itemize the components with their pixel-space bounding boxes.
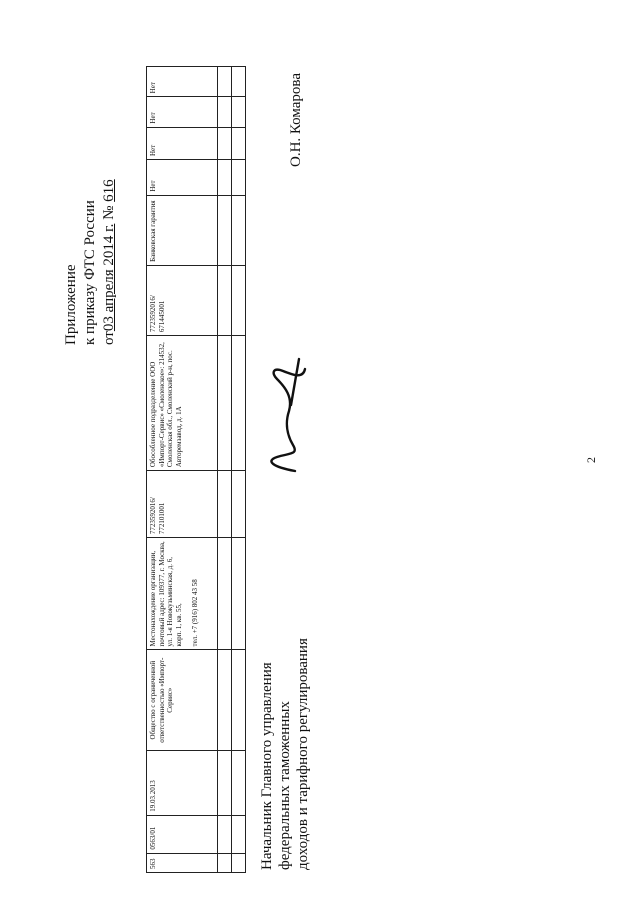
signatory-title-line: доходов и тарифного регулирования: [295, 638, 311, 870]
empty-cell: [232, 471, 246, 538]
table-row: [147, 67, 218, 873]
empty-cell: [232, 538, 246, 650]
registration-date: 19.03.2013: [147, 750, 218, 815]
register-table: [146, 66, 246, 873]
organization-name: Общество с ограниченной ответственностью «Импорт-Сервис»: [147, 650, 218, 750]
appendix-date-line: [100, 179, 119, 345]
organization-phone: тел. +7 (916) 802 43 58: [191, 579, 199, 647]
number-sign: №: [101, 205, 117, 220]
flag-2: Нет: [147, 127, 218, 159]
empty-cell: [218, 750, 232, 815]
empty-cell: [218, 160, 232, 196]
table-row: [232, 67, 246, 873]
empty-cell: [232, 97, 246, 127]
empty-cell: [232, 195, 246, 265]
order-number: 616: [101, 179, 117, 202]
appendix-header: [62, 179, 119, 345]
empty-cell: [232, 336, 246, 471]
signatory-name: О.Н. Комарова: [288, 73, 304, 167]
empty-cell: [218, 127, 232, 159]
empty-cell: [218, 853, 232, 872]
division-info: Обособленное подразделение ООО «Импорт-Сервис» «Смоленское»: 214532, Смоленская обл., Смоленский р-н, пос. Авторемзавод, д. 1А: [147, 336, 218, 471]
empty-cell: [218, 336, 232, 471]
empty-cell: [218, 471, 232, 538]
empty-cell: [218, 650, 232, 750]
appendix-title: Приложение: [63, 264, 79, 345]
empty-cell: [232, 815, 246, 853]
flag-4: Нет: [147, 67, 218, 97]
empty-cell: [232, 650, 246, 750]
signatory-title-line: Начальник Главного управления: [259, 662, 275, 870]
organization-address-cell: [147, 538, 218, 650]
date-prefix: от: [101, 331, 117, 345]
flag-1: Нет: [147, 160, 218, 196]
empty-cell: [232, 160, 246, 196]
division-inn-kpp: 7723592016/ 671445001: [147, 265, 218, 335]
empty-cell: [218, 815, 232, 853]
empty-cell: [232, 265, 246, 335]
empty-cell: [218, 97, 232, 127]
empty-cell: [218, 538, 232, 650]
page-number: 2: [584, 457, 598, 463]
handwritten-signature: [255, 355, 315, 475]
signatory-title: [258, 638, 312, 870]
signatory-title-line: федеральных таможенных: [277, 701, 293, 870]
appendix-order-ref: к приказу ФТС России: [82, 200, 98, 345]
empty-cell: [218, 195, 232, 265]
flag-3: Нет: [147, 97, 218, 127]
row-number: 563: [147, 853, 218, 872]
empty-cell: [232, 750, 246, 815]
registry-code: 0563/01: [147, 815, 218, 853]
organization-inn-kpp: 7723592016/ 772101001: [147, 471, 218, 538]
empty-cell: [218, 67, 232, 97]
empty-cell: [218, 265, 232, 335]
empty-cell: [232, 853, 246, 872]
empty-cell: [232, 127, 246, 159]
empty-cell: [232, 67, 246, 97]
organization-address: Местонахождение организации, почтовый адрес: 109377, г. Москва, ул. 1-я Новокузьминская, д. 6, корп. 1, кв. 55,: [149, 541, 183, 647]
order-date: 03 апреля 2014 г.: [101, 223, 117, 332]
security-type: Банковская гарантия: [147, 195, 218, 265]
table-row: [218, 67, 232, 873]
